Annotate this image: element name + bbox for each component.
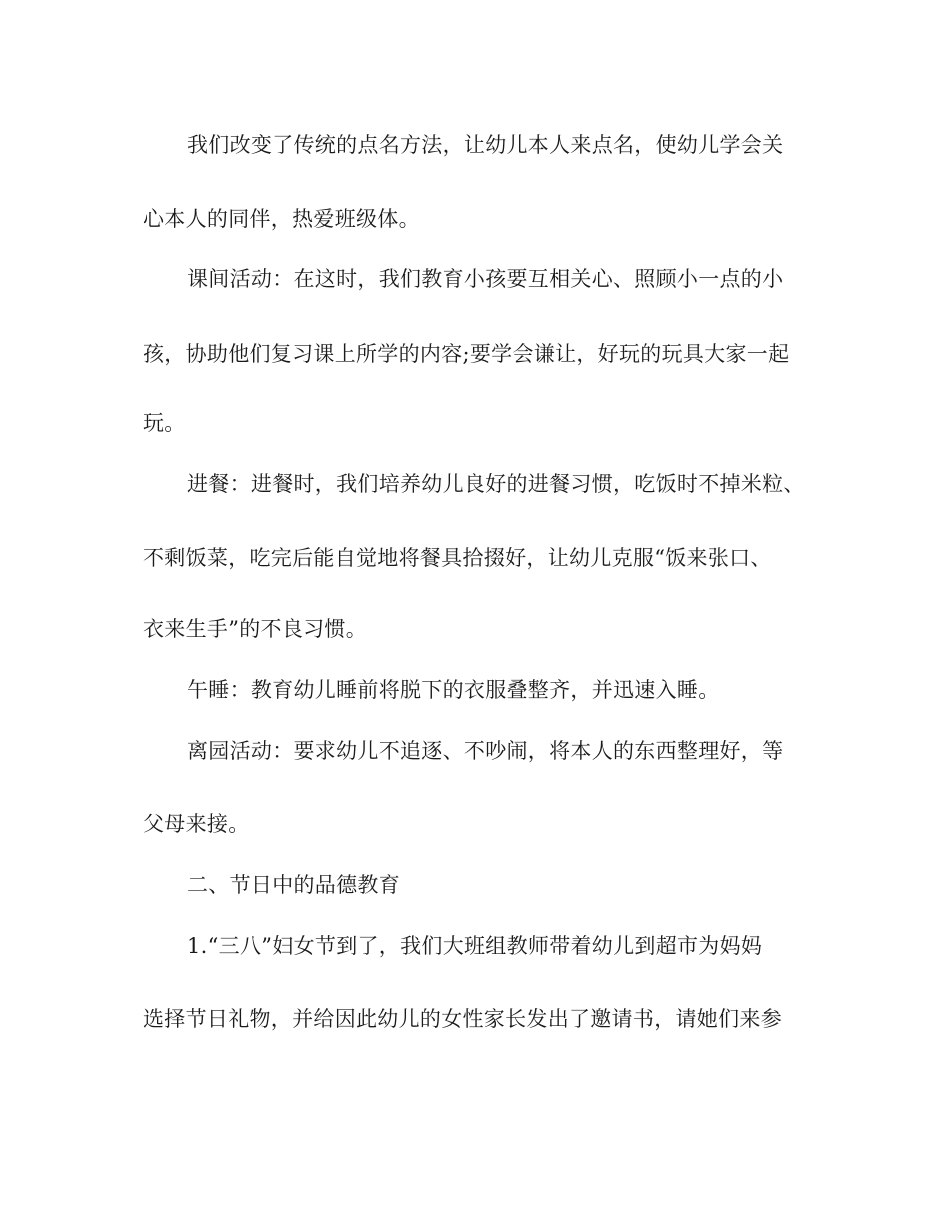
paragraph-line: 衣来生手”的不良习惯。: [143, 617, 368, 641]
paragraph-line: 我们改变了传统的点名方法，让幼儿本人来点名，使幼儿学会关: [187, 133, 784, 157]
paragraph-line: 心本人的同伴，热爱班级体。: [143, 207, 420, 231]
paragraph-line: 孩，协助他们复习课上所学的内容;要学会谦让，好玩的玩具大家一起: [143, 342, 790, 366]
paragraph-line: 不剩饭菜，吃完后能自觉地将餐具拾掇好，让幼儿克服“饭来张口、: [143, 546, 772, 570]
section-heading: 二、节日中的品德教育: [187, 873, 400, 897]
paragraph-line: 进餐：进餐时，我们培养幼儿良好的进餐习惯，吃饭时不掉米粒、: [187, 472, 805, 496]
paragraph-line: 选择节日礼物，并给因此幼儿的女性家长发出了邀请书，请她们来参: [143, 1007, 782, 1031]
paragraph-line: 离园活动：要求幼儿不追逐、不吵闹，将本人的东西整理好，等: [187, 739, 784, 763]
paragraph-line: 课间活动：在这时，我们教育小孩要互相关心、照顾小一点的小: [187, 267, 784, 291]
paragraph-line: 玩。: [143, 411, 186, 435]
paragraph-line: 父母来接。: [143, 812, 250, 836]
paragraph-line: 1.“三八”妇女节到了，我们大班组教师带着幼儿到超市为妈妈: [187, 934, 763, 958]
paragraph-line: 午睡：教育幼儿睡前将脱下的衣服叠整齐，并迅速入睡。: [187, 678, 720, 702]
